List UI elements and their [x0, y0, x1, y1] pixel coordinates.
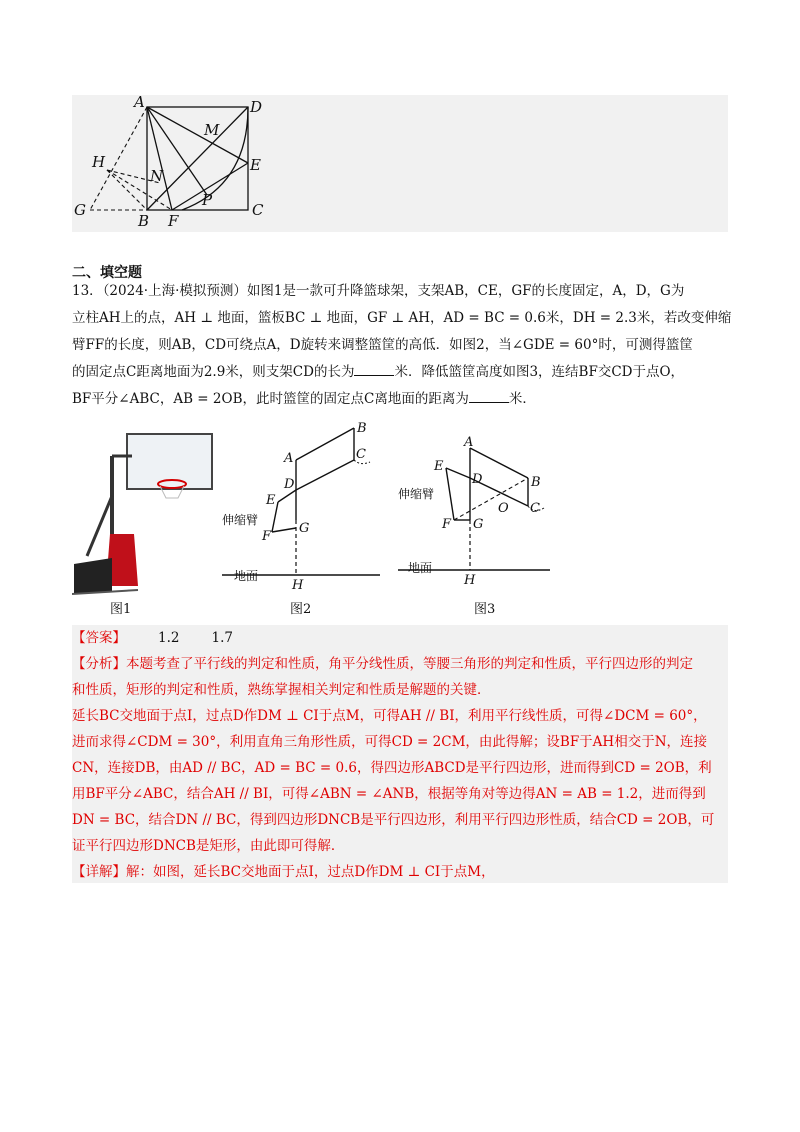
label-F: F	[168, 212, 179, 230]
detail-line: 【详解】解：如图，延长BC交地面于点I，过点D作DM ⊥ CI于点M，	[72, 864, 495, 880]
fig3-label-H: H	[464, 573, 476, 588]
question-line-3: 臂FF的长度，则AB，CD可绕点A，D旋转来调整篮筐的高低．如图2，当∠GDE = 60°时，可测得篮筐	[72, 337, 693, 353]
answer-tag: 【答案】	[72, 630, 126, 646]
question-line-4: 的固定点C距离地面为2.9米，则支架CD的长为 米．降低篮筐高度如图3，连结BF交CD于点O，	[72, 359, 732, 386]
figures-row	[72, 420, 592, 620]
figure-3	[398, 420, 568, 595]
fig2-label-C: C	[356, 447, 366, 462]
fig2-dc	[296, 460, 354, 490]
fig3-bf	[454, 478, 528, 520]
base-weight	[74, 558, 112, 594]
question-13	[72, 278, 732, 413]
fig2-caption: 图2	[290, 602, 312, 617]
label-D: D	[250, 98, 263, 116]
fig2-label-D: D	[284, 477, 295, 492]
label-G: G	[74, 201, 86, 219]
fig3-ef	[446, 468, 454, 520]
fig2-label-E: E	[266, 493, 276, 508]
fig2-label-F: F	[262, 529, 272, 544]
figure-2	[220, 420, 400, 595]
fig3-label-E: E	[434, 459, 444, 474]
fig2-ab	[296, 428, 354, 460]
question-line-2: 立柱AH上的点，AH ⊥ 地面，篮板BC ⊥ 地面，GF ⊥ AH，AD = BC = 0.6米，DH = 2.3米，若改变伸缩	[72, 310, 732, 326]
analysis-line-5: CN，连接DB，由AD // BC，AD = BC = 0.6，得四边形ABCD是平行四边形，进而得到CD = 2OB，利	[72, 760, 712, 776]
analysis-line-3: 延长BC交地面于点I，过点D作DM ⊥ CI于点M，可得AH // BI，利用平行线性质，可得∠DCM = 60°，	[72, 708, 707, 724]
question-line-1: 13．（2024·上海·模拟预测）如图1是一款可升降篮球架，支架AB，CE，GF的长度固定，A，D，G为	[72, 283, 685, 299]
fig2-label-G: G	[299, 521, 310, 536]
label-A: A	[134, 95, 145, 111]
figure-1-basketball-stand	[72, 426, 222, 598]
label-H: H	[92, 153, 106, 171]
label-P: P	[202, 191, 213, 209]
fig2-label-A: A	[284, 451, 294, 466]
top-figure-panel	[72, 95, 728, 232]
fig3-ground-label: 地面	[408, 561, 433, 575]
fig1-caption: 图1	[110, 602, 132, 617]
fig3-caption: 图3	[474, 602, 496, 617]
analysis-line-2: 和性质，矩形的判定和性质，熟练掌握相关判定和性质是解题的关键．	[72, 682, 491, 698]
answer-blank-2[interactable]	[469, 388, 509, 403]
answer-value-2: 1.7	[211, 630, 233, 646]
analysis-line-4: 进而求得∠CDM = 30°，利用直角三角形性质，可得CD = 2CM，由此得解；设BF于AH相交于N，连接	[72, 734, 708, 750]
fig2-label-H: H	[292, 578, 304, 593]
segment-af	[147, 107, 172, 210]
answer-section	[72, 625, 732, 885]
section-title: 二、填空题	[72, 265, 142, 281]
answer-value-1: 1.2	[158, 630, 180, 646]
question-line-5: BF平分∠ABC，AB = 2OB，此时篮筐的固定点C离地面的距离为 米．	[72, 386, 732, 413]
label-M: M	[204, 121, 220, 139]
dashed-hb	[107, 170, 147, 210]
fig3-label-D: D	[472, 472, 483, 487]
detail-tag: 【详解】	[72, 864, 126, 880]
analysis-line-6: 用BF平分∠ABC，结合AH // BI，可得∠ABN = ∠ANB，根据等角对等边得AN = AB = 1.2，进而得到	[72, 786, 706, 802]
fig3-label-A: A	[464, 435, 474, 450]
fig3-label-G: G	[473, 517, 484, 532]
label-C: C	[252, 201, 264, 219]
analysis-line-1: 【分析】本题考查了平行线的判定和性质，角平分线性质，等腰三角形的判定和性质，平行四边形的判定	[72, 656, 693, 672]
analysis-tag: 【分析】	[72, 656, 126, 672]
fig3-label-C: C	[530, 501, 540, 516]
fig2-arm-label: 伸缩臂	[222, 513, 259, 527]
fig3-label-B: B	[531, 475, 541, 490]
fig3-arm-label: 伸缩臂	[398, 487, 435, 501]
fig2-ground-label: 地面	[234, 569, 259, 583]
analysis-line-8: 证平行四边形DNCB是矩形，由此即可得解．	[72, 838, 345, 854]
answer-blank-1[interactable]	[354, 361, 394, 376]
geometry-figure	[72, 95, 728, 232]
fig3-label-F: F	[442, 517, 452, 532]
segment-ae	[147, 107, 248, 163]
label-N: N	[150, 167, 164, 185]
fig3-de	[446, 468, 470, 478]
fig3-label-O: O	[498, 501, 509, 516]
analysis-line-7: DN = BC，结合DN // BC，得到四边形DNCB是平行四边形，利用平行四边形性质，结合CD = 2OB，可	[72, 812, 715, 828]
answer-line	[72, 625, 732, 651]
label-E: E	[250, 156, 261, 174]
fig2-label-B: B	[357, 421, 367, 436]
label-B: B	[138, 212, 150, 230]
fig2-fg	[272, 528, 296, 532]
